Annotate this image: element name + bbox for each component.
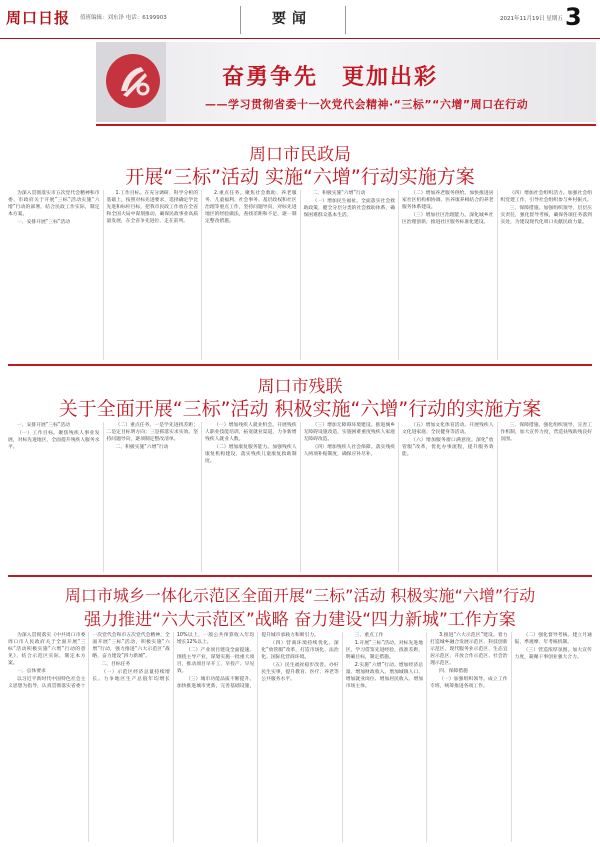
paragraph: 三、保障措施。强化组织领导，完善工作机制，加大宣传力度，营造扶残助残良好氛围。 — [500, 423, 592, 442]
paragraph: （一）工作目标。聚焦残疾人事业发展，对标先进地区，全面提升残疾人服务水平。 — [8, 431, 100, 450]
paragraph: （一）增加民生福祉。全面落实社会救助政策，健全分层分类的社会救助体系，确保困难群众基本生活。 — [303, 199, 395, 218]
masthead — [0, 0, 600, 39]
section-divider — [8, 575, 592, 577]
editor-info: 值班编辑：刘东泽 电话：6199903 — [80, 15, 167, 21]
paragraph: 2.重点任务。聚焦社会救助、养老服务、儿童福利、社会事务、基层政权和社区治理等重点工作，坚持问题导向，对标先进地区的经验做法，查找差距和不足，逐一制定整改措施。 — [205, 191, 297, 224]
article-body — [8, 422, 592, 572]
paragraph: （五）增加文化体育活动。开展残疾人文化进家庭、全民健身等活动。 — [402, 423, 494, 435]
paragraph: 1.工作目标。在充分调研、科学分析的基础上，按照对标先进要求，选择确定学比先进和标杆目标，把我市民政工作放在全省和全国大局中谋划推动，确保民政事业高质量发展，在全省争先进位、走在前列。 — [106, 191, 198, 224]
paragraph: 三、保障措施。加强组织领导，层层压实责任，强化督导考核，确保各项任务落到实处，为建设现代化周口贡献民政力量。 — [500, 206, 592, 225]
paragraph: 1.开展“三标”活动。对标先进地区，学习借鉴先进经验，找准差距，明确目标，制定措施。 — [345, 641, 424, 660]
banner-rule — [96, 124, 596, 126]
paragraph: 为深入贯彻落实市五次党代会精神和市委、市政府关于开展“三标”活动实施“六增”行动的部署，结合民政工作实际，制定本方案。 — [8, 191, 100, 217]
paragraph: 二、目标任务 — [101, 662, 131, 667]
paragraph: （四）增加社会组织活力。加强社会组织党建工作，引导社会组织参与乡村振兴。 — [500, 191, 592, 203]
paragraph: （三）增加社区治理能力。深化城乡社区治理创新，推进社区服务标准化建设。 — [402, 213, 494, 225]
paragraph: 2.实施“六增”行动。增加经济总量、增加财政收入、增加城镇人口、增加就业岗位、增加居民收入、增加市场主体。 — [345, 663, 424, 689]
article-body — [8, 190, 592, 360]
section-divider — [8, 364, 592, 366]
paragraph: （二）重点任务。一是学先进找差距；二是定目标明方向；三是抓落实求实效。坚持问题导向，逐项制定整改清单。 — [106, 423, 198, 442]
article-title: 周口市残联 — [257, 377, 343, 397]
paragraph: （二）强化督导考核。建立月通报、季观摩、年考核机制。 — [514, 633, 592, 645]
article-subtitle: 关于全面开展“三标”活动 积极实施“六增”行动的实施方案 — [58, 398, 542, 420]
paragraph: （二）增加康复服务能力。加强残疾人康复机构建设，落实残疾儿童康复救助制度。 — [205, 445, 297, 464]
paragraph: 一、总体要求 — [17, 669, 46, 674]
section-title: 要闻 — [272, 11, 312, 27]
paragraph: （六）增加服务窗口满意度。深化“放管服”改革，优化办事流程，提升服务效能。 — [402, 438, 494, 457]
paragraph: （四）营商环境持续优化。深化“放管服”改革，打造市场化、法治化、国际化营商环境。 — [261, 641, 339, 660]
page-number: 3 — [565, 3, 582, 31]
paragraph: 二、积极实施“六增”行动 — [115, 445, 169, 450]
paragraph: （一）示范区经济总量持续增长。力争地区生产总值年均增长10%以上，一般公共预算收入年均增长12%以上。 — [92, 633, 255, 682]
paragraph: （四）增加残疾人社会保障。落实残疾人两项补贴制度，确保应补尽补。 — [303, 445, 395, 457]
paragraph: （三）增加无障碍环境建设。推进城乡无障碍设施改造，实施困难重度残疾人家庭无障碍改造。 — [303, 423, 395, 442]
paragraph: （三）营造浓厚氛围。加大宣传力度，凝聚干事创业强大合力。 — [514, 648, 592, 660]
paragraph: （一）增加残疾人就业机会。开展残疾人职业技能培训，拓宽就业渠道，力争新增残疾人就业人数。 — [205, 423, 297, 442]
article-body — [8, 632, 592, 842]
article-title: 周口市城乡一体化示范区全面开展“三标”活动 积极实施“六增”行动 — [64, 586, 536, 605]
paragraph: （一）加强组织领导。成立工作专班，统筹推进各项工作。 — [430, 677, 508, 689]
paragraph: 一、安排开展“三标”活动 — [17, 220, 70, 225]
divider — [345, 6, 346, 34]
paragraph: （三）城市功能品质不断提升。加快推进城市更新，完善基础设施，提升城市承载力和吸引力。 — [176, 633, 319, 689]
paragraph: （五）民生福祉稳步改善。办好民生实事，提升教育、医疗、养老等公共服务水平。 — [261, 663, 339, 682]
banner-slogan: 奋勇争先 更加出彩 — [222, 64, 439, 90]
paragraph: 一、安排开展“三标”活动 — [17, 423, 70, 428]
paragraph: 三、重点工作 — [354, 633, 384, 638]
paragraph: 四、保障措施 — [439, 669, 468, 674]
paragraph: （二）增加养老服务供给。加快推进居家社区机构相协调、医养康养相结合的养老服务体系建设。 — [402, 191, 494, 210]
paragraph: 3.推进“六大示范区”建设。着力打造城乡融合发展示范区、科技创新示范区、现代服务业示范区、生态宜居示范区、开放合作示范区、社会治理示范区。 — [430, 633, 508, 666]
paragraph: 为深入贯彻落实《中共周口市委周口市人民政府关于全面开展“三标”活动积极实施“六增”行动的意见》，结合示范区实际，制定本方案。 — [8, 633, 86, 666]
newspaper-logo: 周口日报 — [6, 9, 71, 27]
banner-subslogan: ——学习贯彻省委十一次党代会精神·“三标”“六增”周口在行动 — [205, 98, 529, 111]
paragraph: 以习近平新时代中国特色社会主义思想为指导，认真贯彻落实省委十一次党代会和市五次党代会精神，全面开展“三标”活动，积极实施“六增”行动，强力推进“六大示范区”战略，奋力建设“四力新城”。 — [8, 633, 170, 689]
issue-date: 2021年11月19日 星期五 — [500, 16, 563, 22]
paragraph: （二）产业项目建设全面提速。围绕主导产业，谋划实施一批重大项目，推动项目早开工、早投产、早见效。 — [176, 648, 255, 674]
divider — [240, 6, 241, 34]
article-subtitle: 强力推进“六大示范区”战略 奋力建设“四力新城”工作方案 — [84, 610, 516, 630]
article-title: 周口市民政局 — [249, 145, 351, 165]
article-subtitle: 开展“三标”活动 实施“六增”行动实施方案 — [125, 166, 475, 188]
party-emblem-icon — [103, 51, 163, 111]
paragraph: 二、积极实施“六增”行动 — [312, 191, 366, 196]
